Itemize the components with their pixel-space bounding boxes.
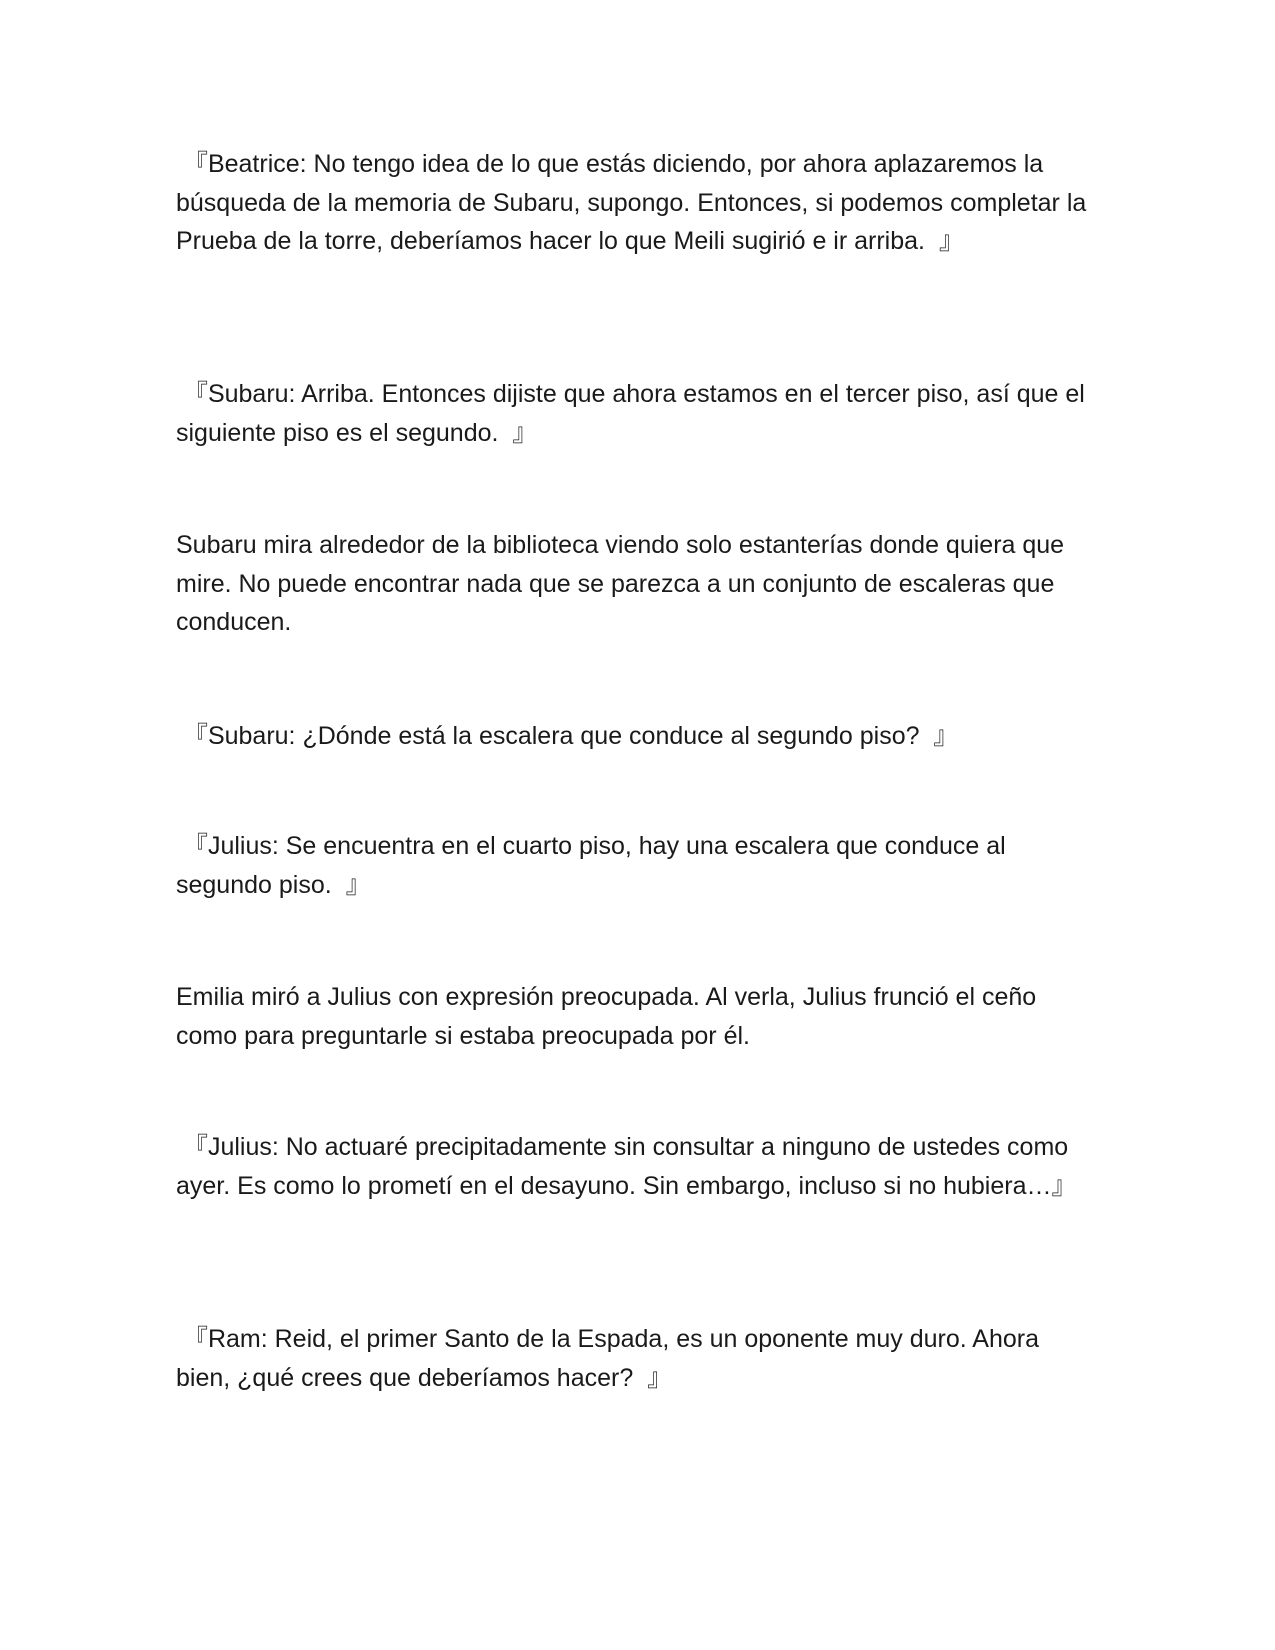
dialogue-paragraph-beatrice: 『Beatrice: No tengo idea de lo que estás diciendo, por ahora aplazaremos la búsqueda de la memoria de Subaru, supongo. Entonces, si podemos completar la Prueba de la torre, deberíamos hacer lo que Meili sugirió e ir arriba. 』	[176, 150, 1087, 255]
dialogue-paragraph-subaru: 『Subaru: ¿Dónde está la escalera que conduce al segundo piso? 』	[176, 722, 959, 750]
dialogue-paragraph-subaru: 『Subaru: Arriba. Entonces dijiste que ahora estamos en el tercer piso, así que el siguiente piso es el segundo. 』	[176, 380, 1085, 447]
dialogue-paragraph-ram: 『Ram: Reid, el primer Santo de la Espada, es un oponente muy duro. Ahora bien, ¿qué crees que deberíamos hacer? 』	[176, 1325, 1039, 1392]
narration-paragraph: Subaru mira alrededor de la biblioteca viendo solo estanterías donde quiera que mire. No puede encontrar nada que se parezca a un conjunto de escaleras que conducen.	[176, 531, 1065, 636]
dialogue-paragraph-julius: 『Julius: No actuaré precipitadamente sin consultar a ninguno de ustedes como ayer. Es como lo prometí en el desayuno. Sin embargo, incluso si no hubiera…』	[176, 1133, 1077, 1200]
dialogue-paragraph-julius: 『Julius: Se encuentra en el cuarto piso, hay una escalera que conduce al segundo piso. 』	[176, 832, 1006, 899]
narration-paragraph: Emilia miró a Julius con expresión preocupada. Al verla, Julius frunció el ceño como para preguntarle si estaba preocupada por él.	[176, 983, 1037, 1050]
